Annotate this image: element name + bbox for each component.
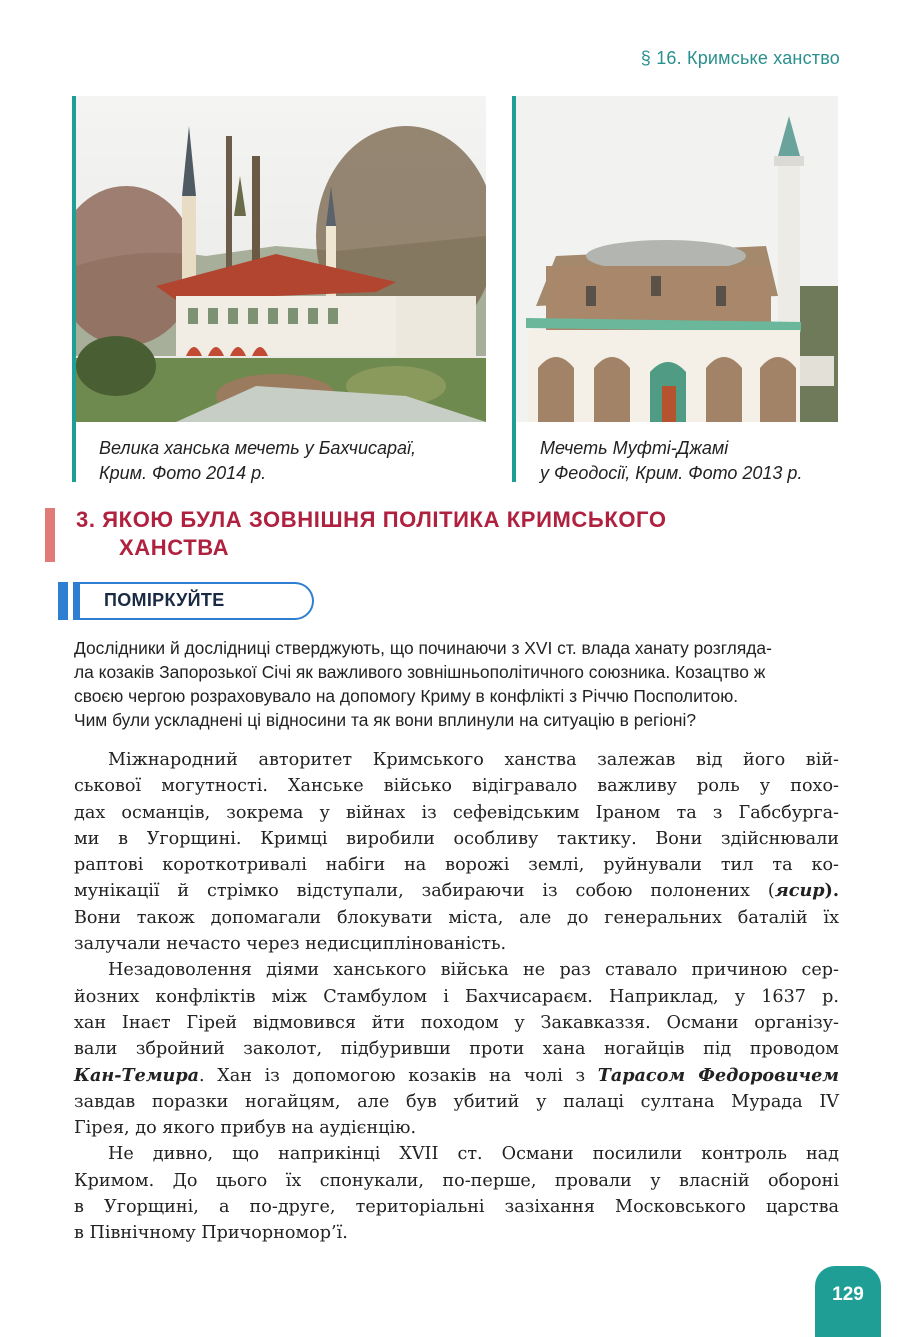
text-run: мунікації й стрімко відступали, забираючи із собою полонених ( (74, 881, 775, 902)
text-line: ми в Угорщині. Кримці виробили особливу тактику. Вони здійснювали (74, 828, 839, 849)
body-text (74, 747, 839, 1247)
question-line: ла козаків Запорозької Січі як важливого зовнішньополітичного союзника. Козацтво ж (74, 662, 766, 682)
name-taras-fedorovych: Тарасом Федоровичем (597, 1064, 839, 1086)
page-number: 129 (815, 1266, 881, 1337)
heading-line-2: ХАНСТВА (119, 535, 230, 560)
text-line: раптові короткотривалі набіги на ворожі землі, руйнували тил та ко- (74, 855, 839, 876)
text-line: залучали нечасто через недисциплінованість. (74, 934, 507, 955)
text-line: хан Інаєт Гірей відмовився йти походом у Закавказзя. Османи організу- (74, 1012, 839, 1033)
photo-caption-bakhchisarai (99, 436, 499, 486)
question-line: Чим були ускладнені ці відносини та як вони вплинули на ситуацію в регіоні? (74, 710, 697, 730)
photo-bakhchisarai-mosque (76, 96, 486, 422)
caption-line: Мечеть Муфті-Джамі (540, 438, 729, 458)
text-run: . Хан із допомогою козаків на чолі з (199, 1065, 598, 1086)
text-line: дах османців, зокрема у війнах із сефевідським Іраном та з Габсбурга- (74, 802, 839, 823)
text-line (74, 1063, 839, 1089)
text-line: Міжнародний авторитет Кримського ханства залежав від його вій- (108, 750, 839, 770)
question-line: Дослідники й дослідниці стверджують, що починаючи з XVI ст. влада ханату розгляда- (74, 638, 772, 658)
paragraph-3 (74, 1141, 839, 1246)
heading-accent-bar (45, 508, 55, 562)
photo-mufti-jami-mosque (516, 96, 838, 422)
think-question-text (74, 636, 839, 732)
name-kan-temyr: Кан-Темира (74, 1064, 200, 1086)
text-line (74, 878, 839, 904)
text-line: в Угорщині, а по-друге, територіальні зазіхання Московського царства (74, 1197, 839, 1218)
caption-line: у Феодосії, Крим. Фото 2013 р. (540, 463, 803, 483)
heading-text (76, 506, 667, 562)
section-header: § 16. Кримське ханство (640, 48, 840, 68)
paragraph-1 (74, 747, 839, 957)
photo-caption-feodosia (540, 436, 850, 486)
text-line: Незадоволення діями ханського війська не раз ставало причиною сер- (108, 960, 839, 981)
paragraph-2 (74, 957, 839, 1141)
heading-line-1: 3. ЯКОЮ БУЛА ЗОВНІШНЯ ПОЛІТИКА КРИМСЬКОГО (76, 507, 667, 532)
text-line: завдав поразки ногайцям, але був убитий у палаці султана Мурада IV (74, 1091, 839, 1112)
text-line: Гірея, до якого прибув на аудієнцію. (74, 1118, 417, 1139)
think-label: ПОМІРКУЙТЕ (104, 590, 225, 610)
question-line: своєю чергою розраховувало на допомогу Криму в конфлікті з Річчю Посполитою. (74, 686, 739, 706)
caption-line: Велика ханська мечеть у Бахчисараї, (99, 438, 416, 458)
text-line: ськової могутності. Ханське військо відігравало важливу роль у похо- (74, 776, 839, 797)
text-line: Не дивно, що наприкінці XVII ст. Османи посилили контроль над (108, 1144, 839, 1165)
term-yasyr: ясир (774, 880, 825, 902)
think-stripe (58, 582, 68, 620)
text-line: йозних конфліктів між Стамбулом і Бахчисараєм. Наприклад, у 1637 р. (74, 986, 839, 1007)
caption-line: Крим. Фото 2014 р. (99, 463, 267, 483)
text-line: Вони також допомагали блокувати міста, але до генеральних баталій їх (74, 907, 839, 928)
text-line: в Північному Причорномор’ї. (74, 1223, 348, 1244)
text-line: Кримом. До цього їх спонукали, по-перше, провали у власній обороні (74, 1170, 839, 1191)
text-run: ). (824, 880, 839, 902)
text-line: вали збройний заколот, підбуривши проти хана ногайців під проводом (74, 1039, 839, 1060)
